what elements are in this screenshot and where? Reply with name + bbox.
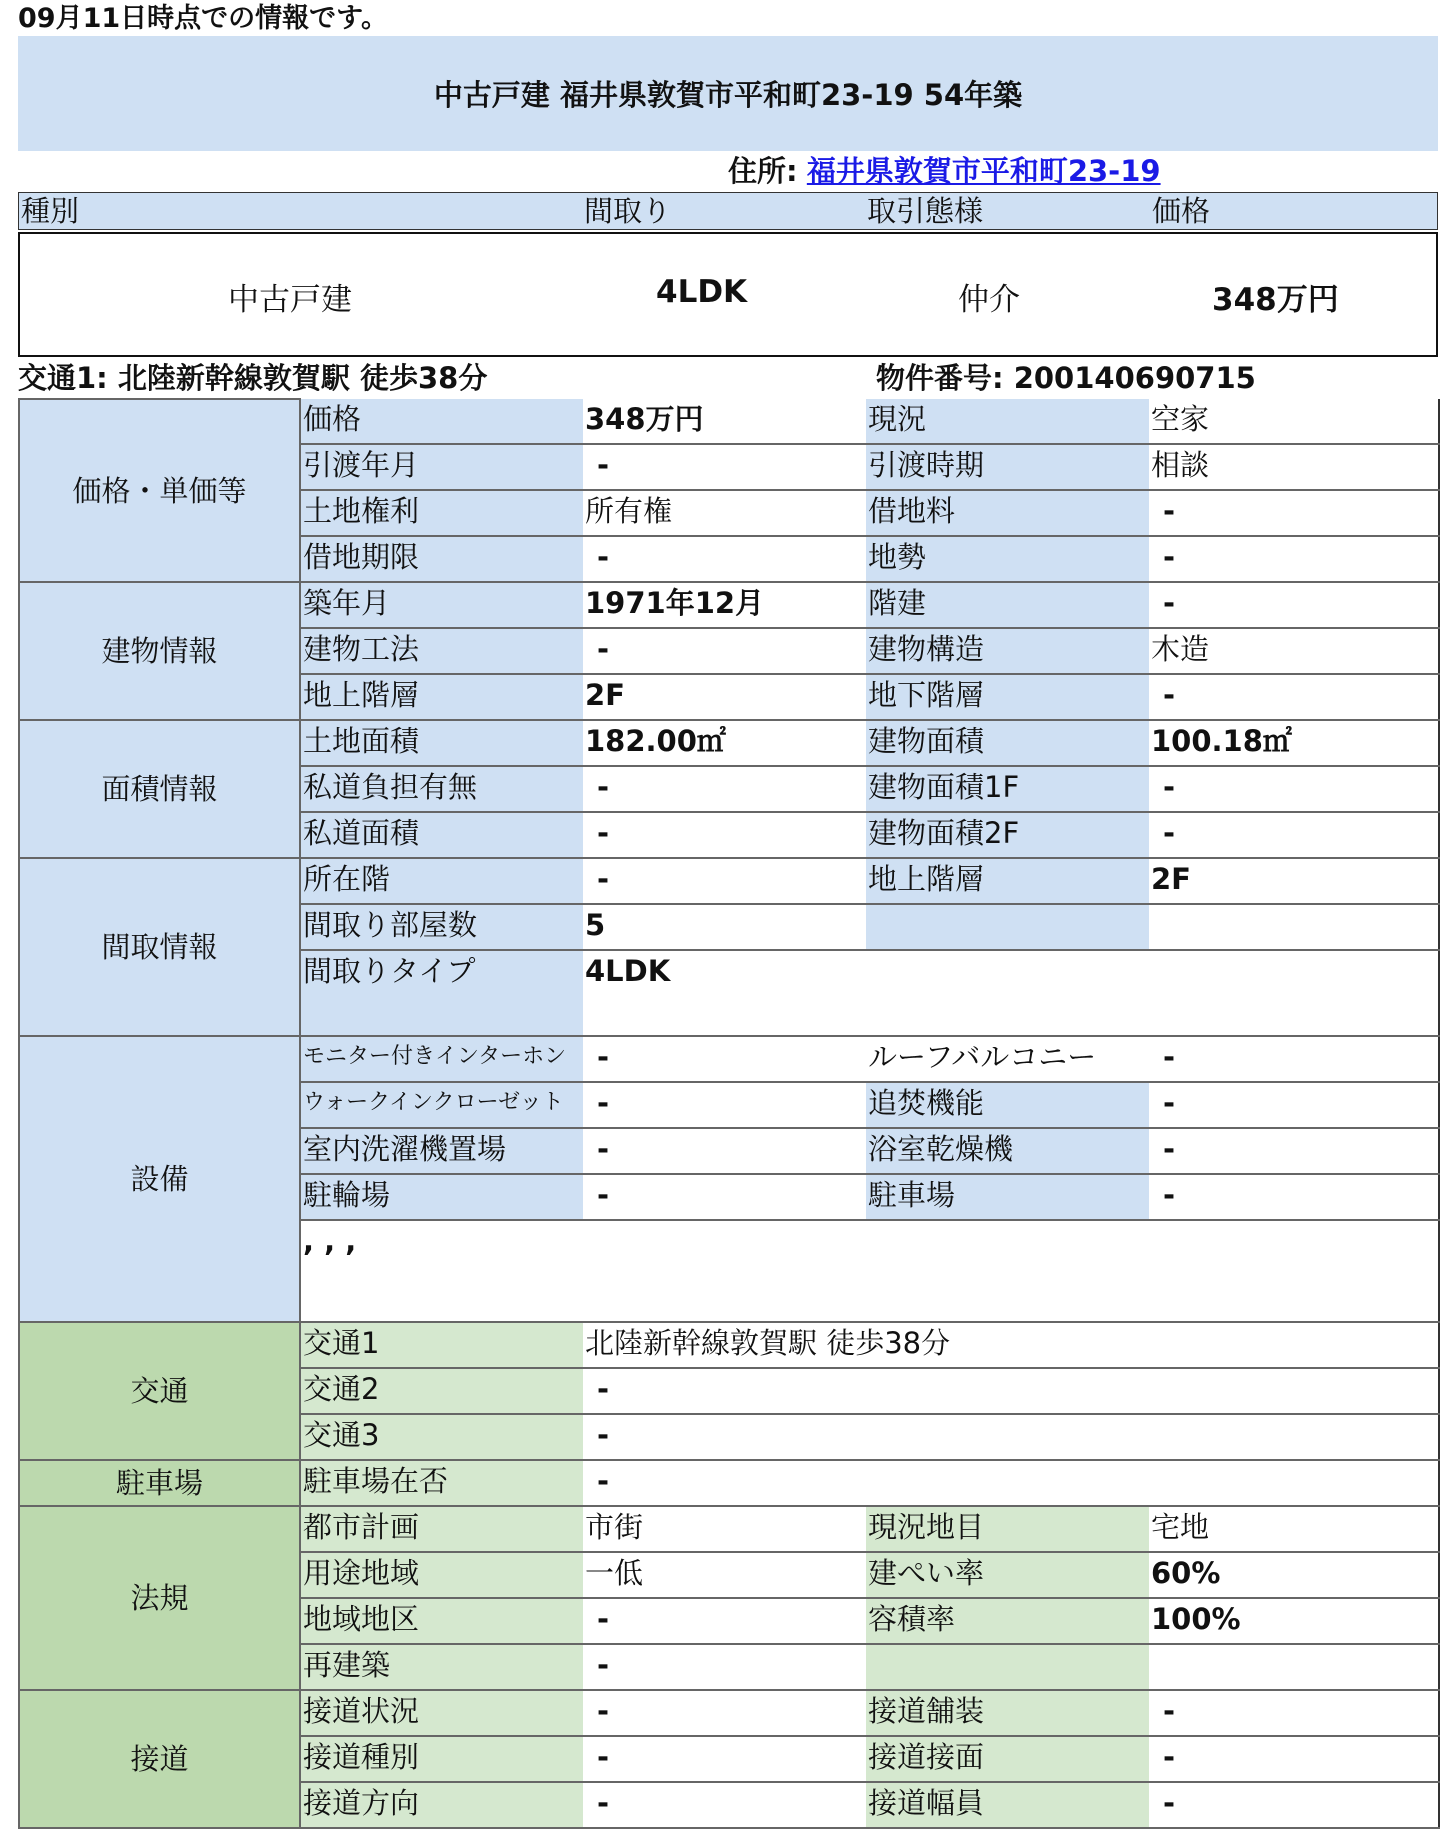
row-value: 2F — [1149, 858, 1439, 904]
row-value: - — [1149, 1782, 1439, 1828]
row-value: - — [1149, 490, 1439, 536]
row-label-empty — [866, 1644, 1149, 1690]
row-value: - — [1149, 1690, 1439, 1736]
row-value: - — [583, 858, 866, 904]
section-traffic: 交通 — [19, 1322, 300, 1460]
row-label: 浴室乾燥機 — [866, 1128, 1149, 1174]
row-label: 土地面積 — [300, 720, 583, 766]
row-value: - — [583, 1782, 866, 1828]
table-row — [19, 1690, 1439, 1736]
row-value: - — [1149, 1082, 1439, 1128]
summary-layout: 4LDK — [656, 274, 748, 310]
row-label: 土地権利 — [300, 490, 583, 536]
row-label: 建物面積1F — [866, 766, 1149, 812]
row-label: 追焚機能 — [866, 1082, 1149, 1128]
row-label: 駐車場 — [866, 1174, 1149, 1220]
table-row — [19, 582, 1439, 628]
row-value: 4LDK — [583, 950, 1439, 1036]
row-value: - — [583, 536, 866, 582]
row-label: 私道負担有無 — [300, 766, 583, 812]
row-label: 接道方向 — [300, 1782, 583, 1828]
listing-title: 中古戸建 福井県敦賀市平和町23-19 54年築 — [433, 78, 1023, 112]
row-value: - — [583, 1598, 866, 1644]
row-label: 建物面積2F — [866, 812, 1149, 858]
row-value: - — [583, 1414, 1439, 1460]
summary-transaction: 仲介 — [958, 282, 1020, 318]
row-value: - — [583, 1128, 866, 1174]
row-label: 接道幅員 — [866, 1782, 1149, 1828]
table-row — [19, 720, 1439, 766]
row-label: 接道種別 — [300, 1736, 583, 1782]
row-label: 接道舗装 — [866, 1690, 1149, 1736]
section-building: 建物情報 — [19, 582, 300, 720]
row-label: 築年月 — [300, 582, 583, 628]
row-value: - — [583, 444, 866, 490]
row-value: - — [583, 628, 866, 674]
equipment-notes: , , , — [300, 1220, 1439, 1322]
section-road: 接道 — [19, 1690, 300, 1828]
row-label: 地勢 — [866, 536, 1149, 582]
table-row — [19, 1322, 1439, 1368]
section-law: 法規 — [19, 1506, 300, 1690]
row-value: - — [1149, 1036, 1439, 1082]
row-label: 私道面積 — [300, 812, 583, 858]
row-label: 交通3 — [300, 1414, 583, 1460]
row-label: 現況 — [866, 399, 1149, 444]
row-value: - — [583, 1736, 866, 1782]
row-label: 地域地区 — [300, 1598, 583, 1644]
as-of-notice: 09月11日時点での情報です。 — [18, 3, 388, 34]
table-row — [19, 1506, 1439, 1552]
summary-type: 中古戸建 — [228, 282, 352, 318]
row-value: 一低 — [583, 1552, 866, 1598]
row-value: - — [583, 1174, 866, 1220]
section-parking: 駐車場 — [19, 1460, 300, 1506]
summary-header-transaction: 取引態様 — [867, 194, 984, 228]
row-value: - — [583, 1644, 866, 1690]
row-label: 地上階層 — [300, 674, 583, 720]
row-label: 建ぺい率 — [866, 1552, 1149, 1598]
section-price: 価格・単価等 — [19, 399, 300, 582]
section-equipment: 設備 — [19, 1036, 300, 1322]
row-value: 2F — [583, 674, 866, 720]
summary-price: 348万円 — [1212, 282, 1339, 318]
row-value: 100% — [1149, 1598, 1439, 1644]
row-value: - — [583, 812, 866, 858]
row-label: 再建築 — [300, 1644, 583, 1690]
row-value: - — [583, 1082, 866, 1128]
row-label: 室内洗濯機置場 — [300, 1128, 583, 1174]
row-label: モニター付きインターホン — [300, 1036, 583, 1082]
row-label: 価格 — [300, 399, 583, 444]
row-value-empty — [1149, 904, 1439, 950]
row-value: 北陸新幹線敦賀駅 徒歩38分 — [583, 1322, 1439, 1368]
row-label: 用途地域 — [300, 1552, 583, 1598]
section-area: 面積情報 — [19, 720, 300, 858]
table-row — [19, 1036, 1439, 1082]
row-value: - — [583, 1690, 866, 1736]
row-value: - — [583, 766, 866, 812]
summary-header-price: 価格 — [1152, 194, 1211, 228]
row-value: - — [1149, 812, 1439, 858]
row-value: 市街 — [583, 1506, 866, 1552]
row-label: 交通1 — [300, 1322, 583, 1368]
row-value: 相談 — [1149, 444, 1439, 490]
row-label: 駐輪場 — [300, 1174, 583, 1220]
row-label: 借地期限 — [300, 536, 583, 582]
row-label: 階建 — [866, 582, 1149, 628]
row-value: 所有権 — [583, 490, 866, 536]
row-value: 348万円 — [583, 399, 866, 444]
row-label: 都市計画 — [300, 1506, 583, 1552]
row-label: 間取り部屋数 — [300, 904, 583, 950]
row-value: 182.00㎡ — [583, 720, 866, 766]
row-label: 容積率 — [866, 1598, 1149, 1644]
row-value: 5 — [583, 904, 866, 950]
row-label: 借地料 — [866, 490, 1149, 536]
summary-header — [18, 192, 1438, 230]
row-value: - — [1149, 1128, 1439, 1174]
row-label: 駐車場在否 — [300, 1460, 583, 1506]
summary-header-layout: 間取り — [584, 194, 672, 228]
row-value-empty — [1149, 1644, 1439, 1690]
row-value: - — [1149, 766, 1439, 812]
row-value: - — [1149, 1736, 1439, 1782]
row-value: 60% — [1149, 1552, 1439, 1598]
row-value: 木造 — [1149, 628, 1439, 674]
row-label: 地上階層 — [866, 858, 1149, 904]
row-value: 100.18㎡ — [1149, 720, 1439, 766]
row-label: 接道状況 — [300, 1690, 583, 1736]
access-summary: 交通1: 北陸新幹線敦賀駅 徒歩38分 — [18, 361, 488, 395]
table-row — [19, 858, 1439, 904]
row-value: - — [1149, 536, 1439, 582]
row-label: 建物工法 — [300, 628, 583, 674]
row-value: - — [1149, 674, 1439, 720]
address-label: 住所: — [728, 154, 798, 188]
row-value: 空家 — [1149, 399, 1439, 444]
summary-body — [18, 232, 1438, 357]
row-label: 引渡年月 — [300, 444, 583, 490]
summary-header-type: 種別 — [21, 194, 80, 228]
row-label: 建物面積 — [866, 720, 1149, 766]
address-line — [728, 152, 1161, 190]
address-link[interactable]: 福井県敦賀市平和町23-19 — [806, 154, 1161, 188]
row-value: - — [1149, 582, 1439, 628]
table-row — [19, 1460, 1439, 1506]
property-spec-table — [18, 398, 1440, 1829]
row-value: 1971年12月 — [583, 582, 866, 628]
row-value: 宅地 — [1149, 1506, 1439, 1552]
row-label: ウォークインクローゼット — [300, 1082, 583, 1128]
table-row — [19, 399, 1439, 444]
row-label: 交通2 — [300, 1368, 583, 1414]
row-value: - — [583, 1460, 1439, 1506]
row-label: 現況地目 — [866, 1506, 1149, 1552]
row-label-empty — [866, 904, 1149, 950]
section-layout: 間取情報 — [19, 858, 300, 1036]
property-number: 物件番号: 200140690715 — [876, 361, 1256, 395]
row-label: ルーフバルコニー — [866, 1036, 1149, 1082]
row-label: 所在階 — [300, 858, 583, 904]
row-value: - — [1149, 1174, 1439, 1220]
row-value: - — [583, 1368, 1439, 1414]
row-label: 建物構造 — [866, 628, 1149, 674]
row-label: 接道接面 — [866, 1736, 1149, 1782]
row-label: 引渡時期 — [866, 444, 1149, 490]
row-value: - — [583, 1036, 866, 1082]
row-label: 間取りタイプ — [300, 950, 583, 1036]
row-label: 地下階層 — [866, 674, 1149, 720]
listing-title-banner — [18, 36, 1438, 151]
